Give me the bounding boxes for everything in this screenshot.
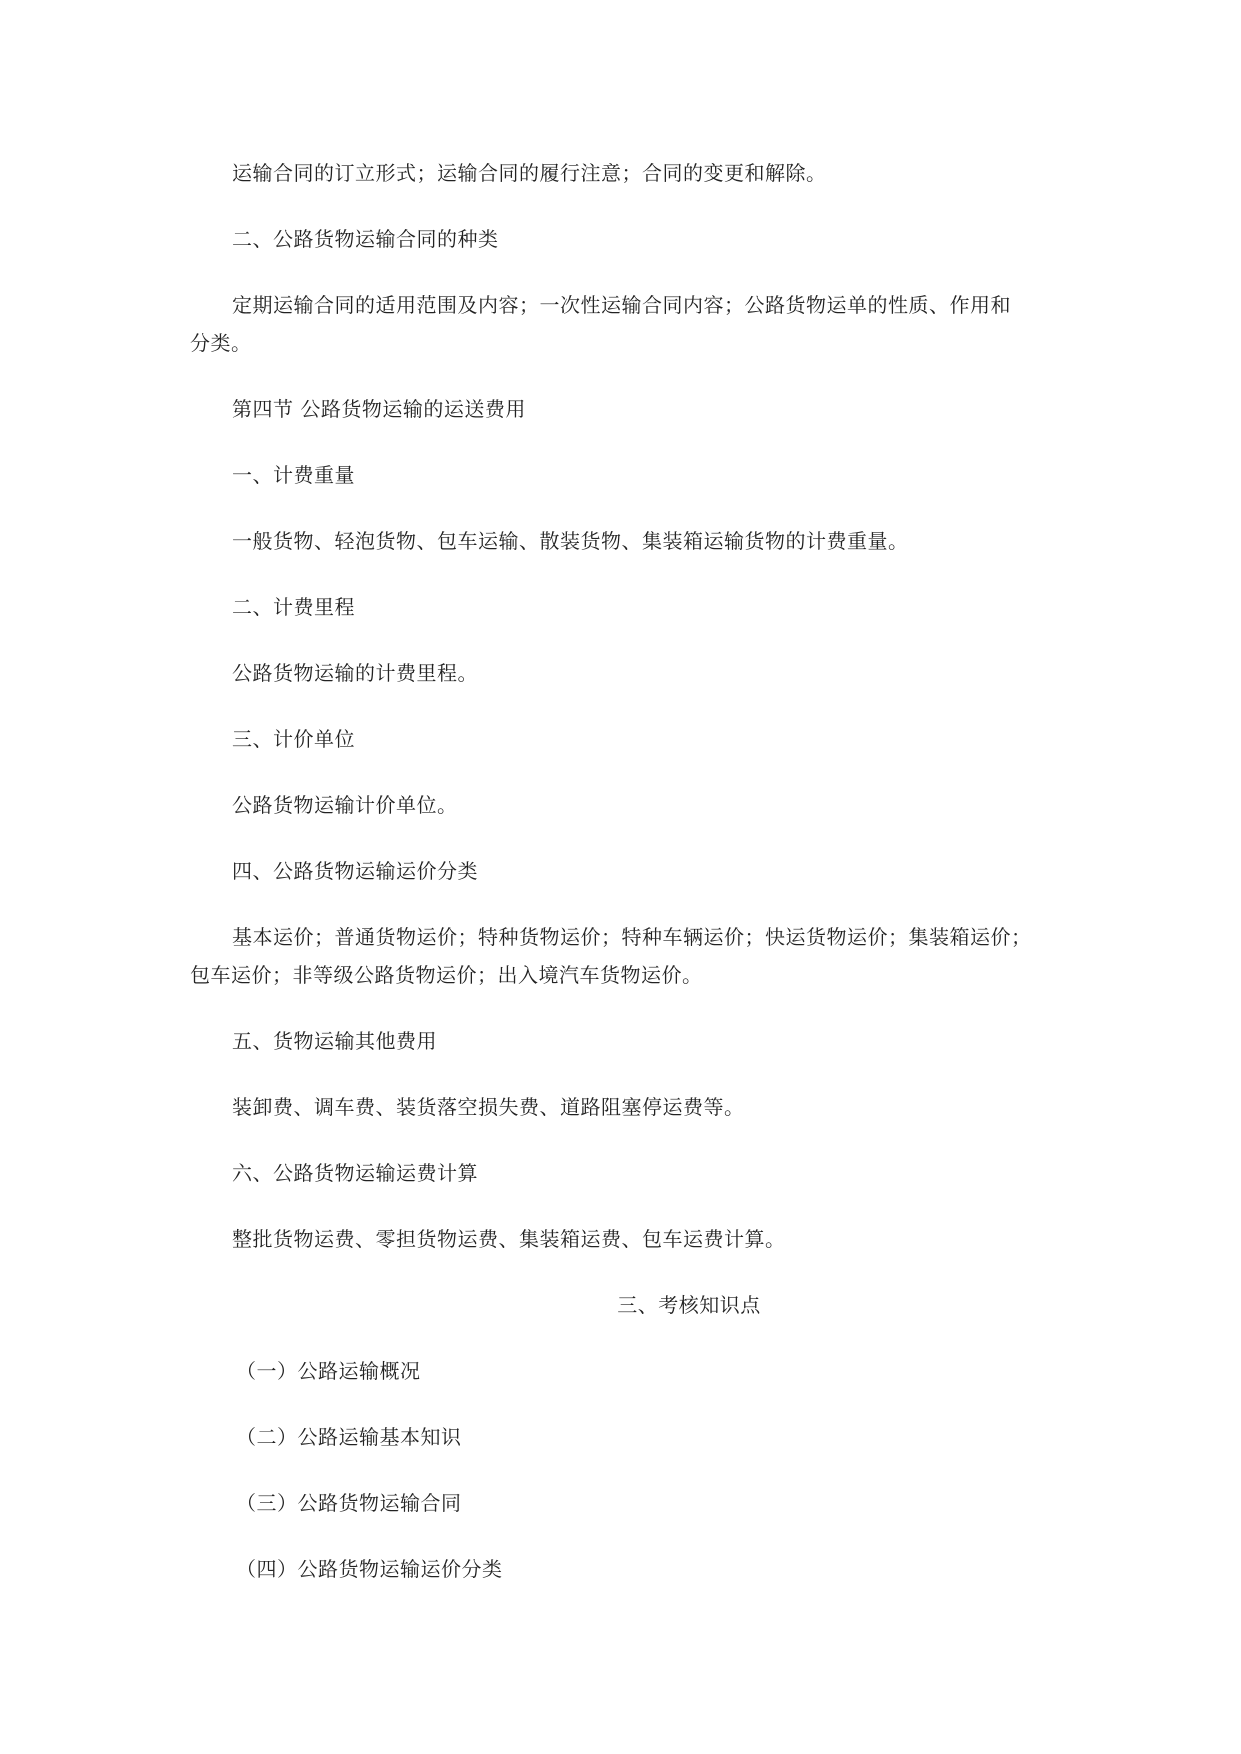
- heading-contract-types: 二、公路货物运输合同的种类: [232, 227, 499, 251]
- list-item-assessment-3: （三）公路货物运输合同: [236, 1491, 462, 1515]
- heading-billing-weight: 一、计费重量: [232, 463, 355, 487]
- paragraph-billing-weight: 一般货物、轻泡货物、包车运输、散装货物、集装箱运输货物的计费重量。: [232, 529, 909, 553]
- paragraph-rate-classification-line2: 包车运价；非等级公路货物运价；出入境汽车货物运价。: [190, 963, 703, 987]
- heading-pricing-unit: 三、计价单位: [232, 727, 355, 751]
- paragraph-contract-types-line2: 分类。: [190, 331, 252, 355]
- section-title-section-four: 第四节 公路货物运输的运送费用: [232, 397, 526, 421]
- list-item-assessment-1: （一）公路运输概况: [236, 1359, 421, 1383]
- paragraph-other-fees: 装卸费、调车费、装货落空损失费、道路阻塞停运费等。: [232, 1095, 745, 1119]
- paragraph-contract-types-line1: 定期运输合同的适用范围及内容；一次性运输合同内容；公路货物运单的性质、作用和: [232, 293, 1011, 317]
- list-item-assessment-2: （二）公路运输基本知识: [236, 1425, 462, 1449]
- heading-other-fees: 五、货物运输其他费用: [232, 1029, 437, 1053]
- paragraph-rate-classification-line1: 基本运价；普通货物运价；特种货物运价；特种车辆运价；快运货物运价；集装箱运价；: [232, 925, 1032, 949]
- list-item-assessment-4: （四）公路货物运输运价分类: [236, 1557, 503, 1581]
- paragraph-pricing-unit: 公路货物运输计价单位。: [232, 793, 458, 817]
- heading-billing-mileage: 二、计费里程: [232, 595, 355, 619]
- heading-freight-calculation: 六、公路货物运输运费计算: [232, 1161, 478, 1185]
- paragraph-freight-calculation: 整批货物运费、零担货物运费、集装箱运费、包车运费计算。: [232, 1227, 786, 1251]
- paragraph-contract-form: 运输合同的订立形式；运输合同的履行注意；合同的变更和解除。: [232, 161, 827, 185]
- heading-assessment-points: 三、考核知识点: [617, 1293, 761, 1317]
- heading-rate-classification: 四、公路货物运输运价分类: [232, 859, 478, 883]
- paragraph-billing-mileage: 公路货物运输的计费里程。: [232, 661, 478, 685]
